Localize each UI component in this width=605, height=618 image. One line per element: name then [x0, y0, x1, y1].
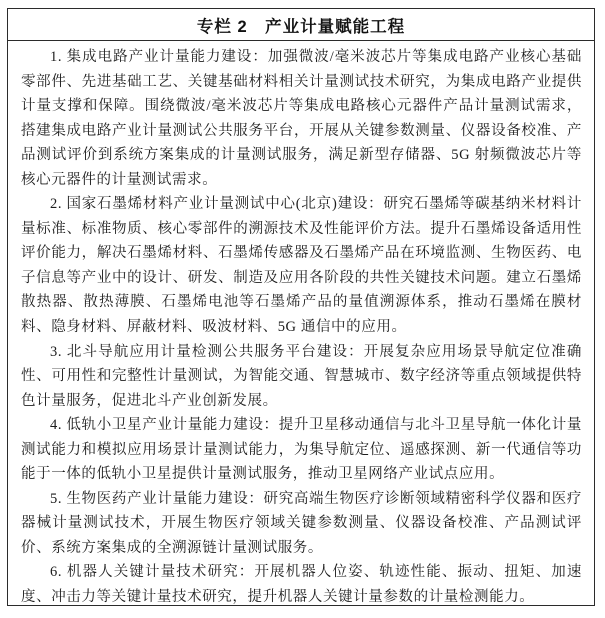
special-column-box [7, 8, 595, 606]
paragraph-item-5: 5. 生物医药产业计量能力建设：研究高端生物医疗诊断领域精密科学仪器和医疗器械计量测试技术，开展生物医疗领域关键参数测量、仪器设备校准、产品测试评价、系统方案集成的全溯源链计量测试服务。 [21, 490, 582, 556]
box-title-bar [8, 9, 594, 41]
paragraph-item-4: 4. 低轨小卫星产业计量能力建设：提升卫星移动通信与北斗卫星导航一体化计量测试能力和模拟应用场景计量测试能力，为集导航定位、遥感探测、新一代通信等功能于一体的低轨小卫星提供计量测试服务，推动卫星网络产业试点应用。 [21, 417, 582, 483]
paragraph-item-1: 1. 集成电路产业计量能力建设：加强微波/毫米波芯片等集成电路产业核心基础零部件、先进基础工艺、关键基础材料相关计量测试技术研究，为集成电路产业提供计量支撑和保障。围绕微波/毫米波芯片等集成电路核心元器件产品计量测试需求，搭建集成电路产业计量测试公共服务平台，开展从关键参数测量、仪器设备校准、产品测试评价到系统方案集成的计量测试服务，满足新型存储器、5G 射频微波芯片等核心元器件的计量测试需求。 [21, 49, 582, 188]
paragraph-item-3: 3. 北斗导航应用计量检测公共服务平台建设：开展复杂应用场景导航定位准确性、可用性和完整性计量测试，为智能交通、智慧城市、数字经济等重点领域提供特色计量服务，促进北斗产业创新发展。 [21, 343, 582, 409]
paragraph-item-6: 6. 机器人关键计量技术研究：开展机器人位姿、轨迹性能、振动、扭矩、加速度、冲击力等关键计量技术研究，提升机器人关键计量参数的计量检测能力。 [21, 564, 582, 605]
box-title-text: 专栏 2 产业计量赋能工程 [196, 17, 406, 36]
paragraph-item-2: 2. 国家石墨烯材料产业计量测试中心(北京)建设：研究石墨烯等碳基纳米材料计量标准、标准物质、核心零部件的溯源技术及性能评价方法。提升石墨烯设备适用性评价能力，解决石墨烯材料、石墨烯传感器及石墨烯产品在环境监测、生物医药、电子信息等产业中的设计、研发、制造及应用各阶段的共性关键技术问题。建立石墨烯散热器、散热薄膜、石墨烯电池等石墨烯产品的量值溯源体系，推动石墨烯在膜材料、隐身材料、屏蔽材料、吸波材料、5G 通信中的应用。 [21, 196, 582, 336]
box-body [8, 41, 594, 605]
